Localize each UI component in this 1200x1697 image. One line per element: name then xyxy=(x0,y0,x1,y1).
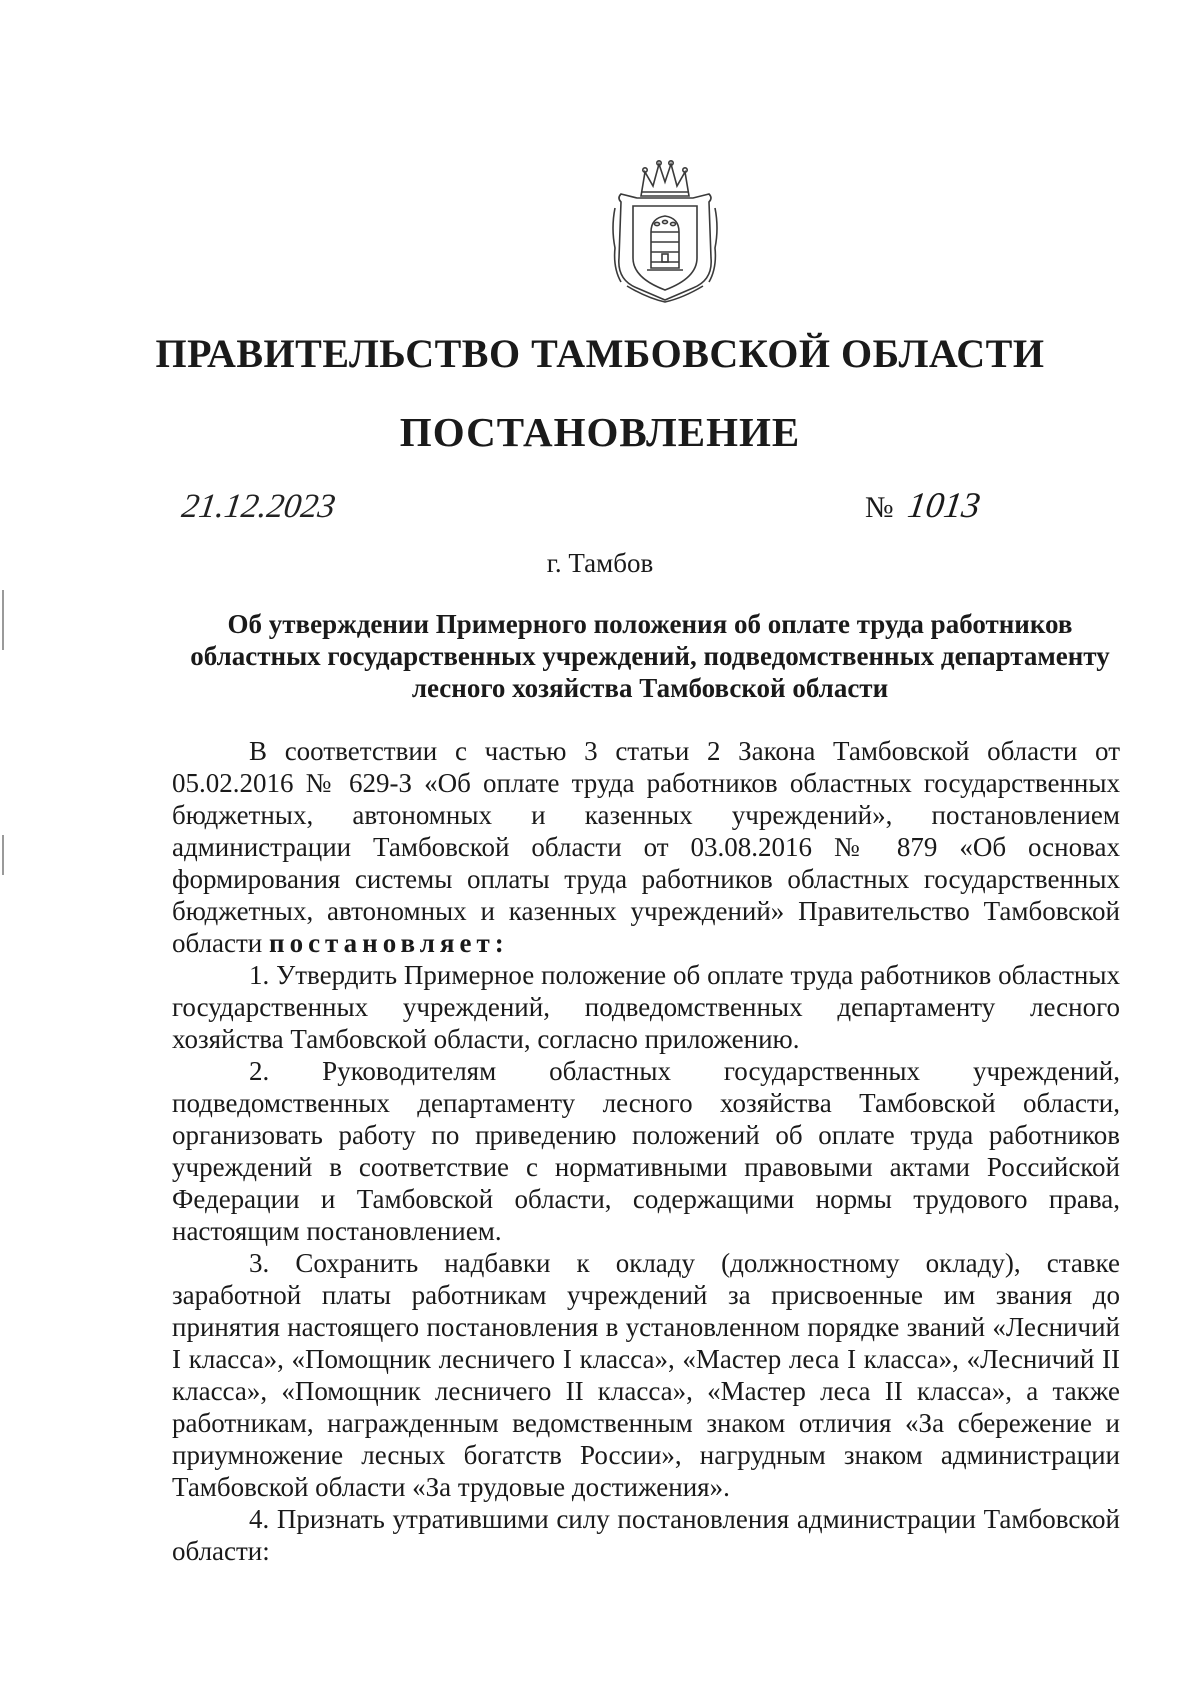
preamble-paragraph xyxy=(172,735,1120,959)
item-paragraph-4: 4. Признать утратившими силу постановления администрации Тамбовской области: xyxy=(172,1504,1120,1566)
organization-title: ПРАВИТЕЛЬСТВО ТАМБОВСКОЙ ОБЛАСТИ xyxy=(155,331,1045,376)
document-subject xyxy=(160,608,1140,704)
scan-edge-mark xyxy=(2,835,4,875)
document-date: 21.12.2023 xyxy=(179,488,338,525)
tambov-coat-of-arms-icon xyxy=(607,158,723,304)
decree-colon: : xyxy=(494,928,504,958)
subject-line: лесного хозяйства Тамбовской области xyxy=(411,673,889,703)
document-number xyxy=(865,484,983,526)
item-paragraph-3: 3. Сохранить надбавки к окладу (должностному окладу), ставке заработной платы работникам учреждений за присвоенные им звания до принятия настоящего постановления в установленном порядке званий «Лесничий I класса», «Помощник лесничего I класса», «Мастер леса I класса», «Лесничий II класса», «Помощник лесничего II класса», «Мастер леса II класса», а также работникам, награжденным ведомственным знаком отличия «За сбережение и приумножение лесных богатств России», нагрудным знаком администрации Тамбовской области «За трудовые достижения». xyxy=(172,1248,1120,1502)
preamble-text: В соответствии с частью 3 статьи 2 Закона Тамбовской области от 05.02.2016 № 629-З «Об оплате труда работников областных государственных бюджетных, автономных и казенных учреждений», постановлением администрации Тамбовской области от 03.08.2016 № 879 «Об основах формирования системы оплаты труда работников областных государственных бюджетных, автономных и казенных учреждений» Правительство Тамбовской области xyxy=(172,736,1120,958)
document-type-title: ПОСТАНОВЛЕНИЕ xyxy=(399,409,801,455)
decree-word: постановляет xyxy=(269,928,495,958)
coat-of-arms-emblem xyxy=(607,158,723,304)
city-line: г. Тамбов xyxy=(546,548,654,578)
subject-line: Об утверждении Примерного положения об оплате труда работников xyxy=(227,609,1073,639)
item-paragraph-1: 1. Утвердить Примерное положение об оплате труда работников областных государственных учреждений, подведомственных департаменту лесного хозяйства Тамбовской области, согласно приложению. xyxy=(172,960,1120,1054)
number-label: № xyxy=(865,491,894,524)
document-body xyxy=(172,735,1120,1567)
number-value: 1013 xyxy=(904,485,983,525)
item-paragraph-2: 2. Руководителям областных государственных учреждений, подведомственных департаменту лесного хозяйства Тамбовской области, организовать работу по приведению положений об оплате труда работников учреждений в соответствие с нормативными правовыми актами Российской Федерации и Тамбовской области, содержащими нормы трудового права, настоящим постановлением. xyxy=(172,1056,1120,1246)
subject-line: областных государственных учреждений, подведомственных департаменту xyxy=(190,641,1110,671)
scan-edge-mark xyxy=(2,590,4,650)
